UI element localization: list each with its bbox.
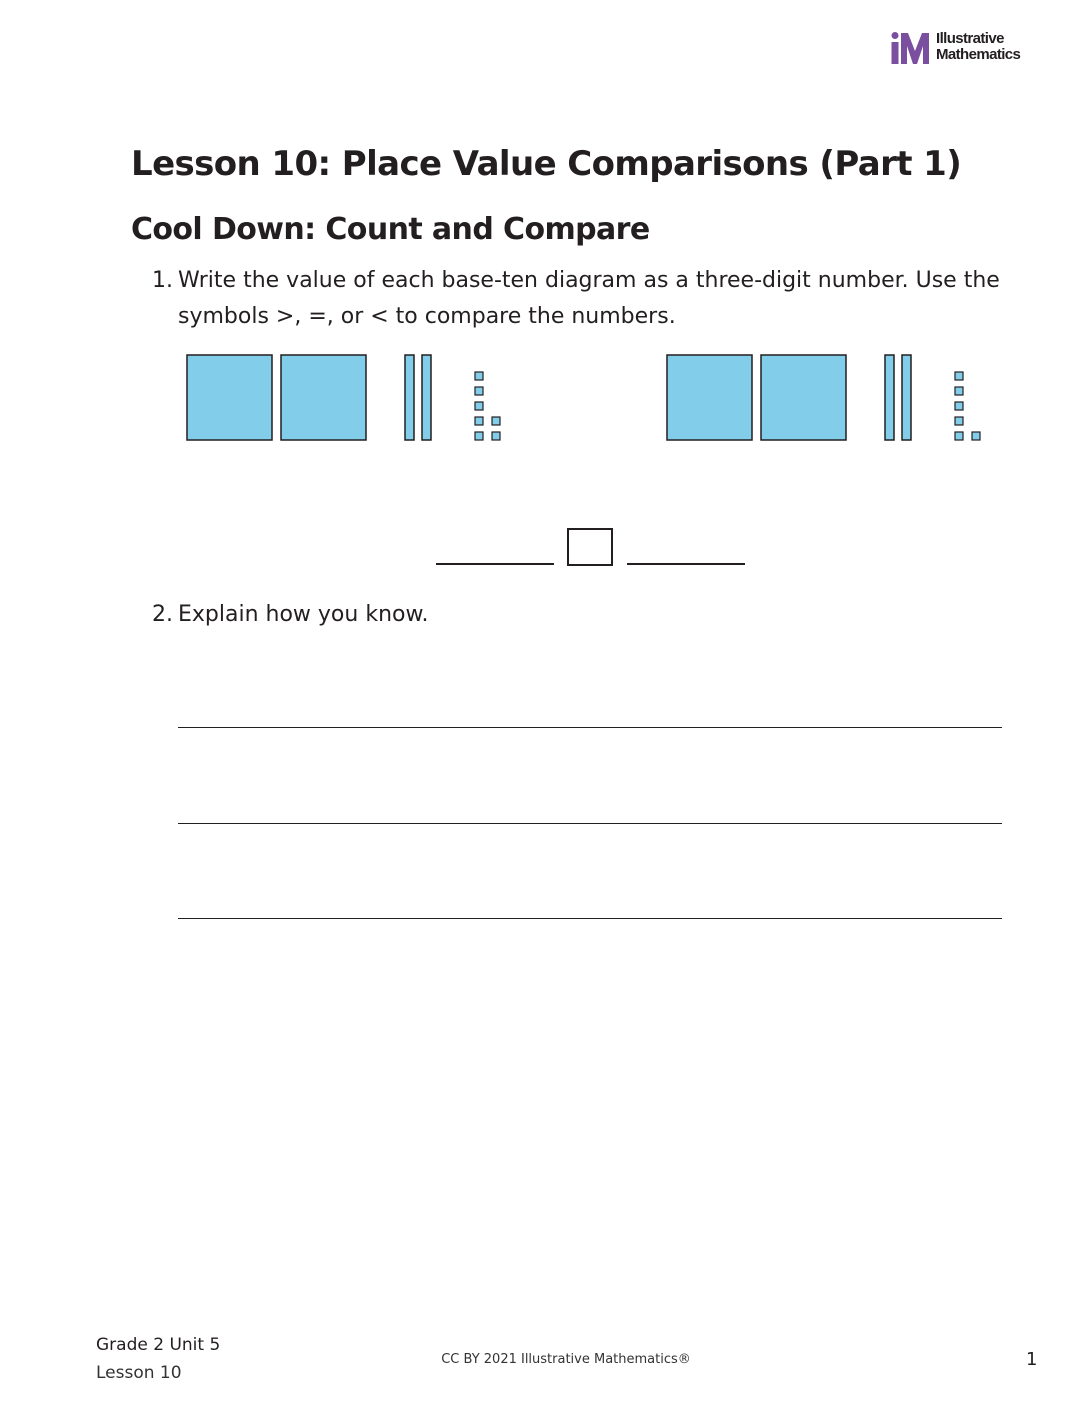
unit-cube [955,417,963,425]
unit-cube [955,402,963,410]
unit-cube [492,417,500,425]
hundred-block [761,355,846,440]
unit-cube [972,432,980,440]
unit-cube [475,387,483,395]
footer-lesson: Lesson 10 [96,1363,182,1383]
logo-line-2: Mathematics [936,46,1021,63]
lesson-title: Lesson 10: Place Value Comparisons (Part 1) [131,144,962,184]
unit-cube [955,432,963,440]
question-2-text: Explain how you know. [178,602,429,627]
footer-grade-unit: Grade 2 Unit 5 [96,1335,221,1355]
answer-blank-left[interactable] [436,563,554,565]
ten-rod [422,355,431,440]
question-2-number: 2. [152,602,173,627]
hundred-block [187,355,272,440]
unit-cube [475,417,483,425]
question-1-text: Write the value of each base-ten diagram as a three-digit number. Use the symbols >, =, or < to compare the numbers. [178,268,1000,329]
answer-blank-right[interactable] [627,563,745,565]
section-title: Cool Down: Count and Compare [131,212,650,247]
answer-line[interactable] [178,823,1002,824]
logo-line-1: Illustrative [936,30,1004,47]
unit-cube [955,387,963,395]
ten-rod [405,355,414,440]
answer-line[interactable] [178,727,1002,728]
answer-line[interactable] [178,918,1002,919]
ten-rod [885,355,894,440]
comparison-symbol-box[interactable] [567,528,613,566]
page-number: 1 [1026,1349,1038,1370]
question-1-number: 1. [152,268,173,293]
unit-cube [475,402,483,410]
unit-cube [492,432,500,440]
ten-rod [902,355,911,440]
unit-cube [475,432,483,440]
hundred-block [281,355,366,440]
base-ten-diagrams [0,0,1088,480]
hundred-block [667,355,752,440]
unit-cube [475,372,483,380]
footer-copyright: CC BY 2021 Illustrative Mathematics® [441,1352,691,1367]
unit-cube [955,372,963,380]
